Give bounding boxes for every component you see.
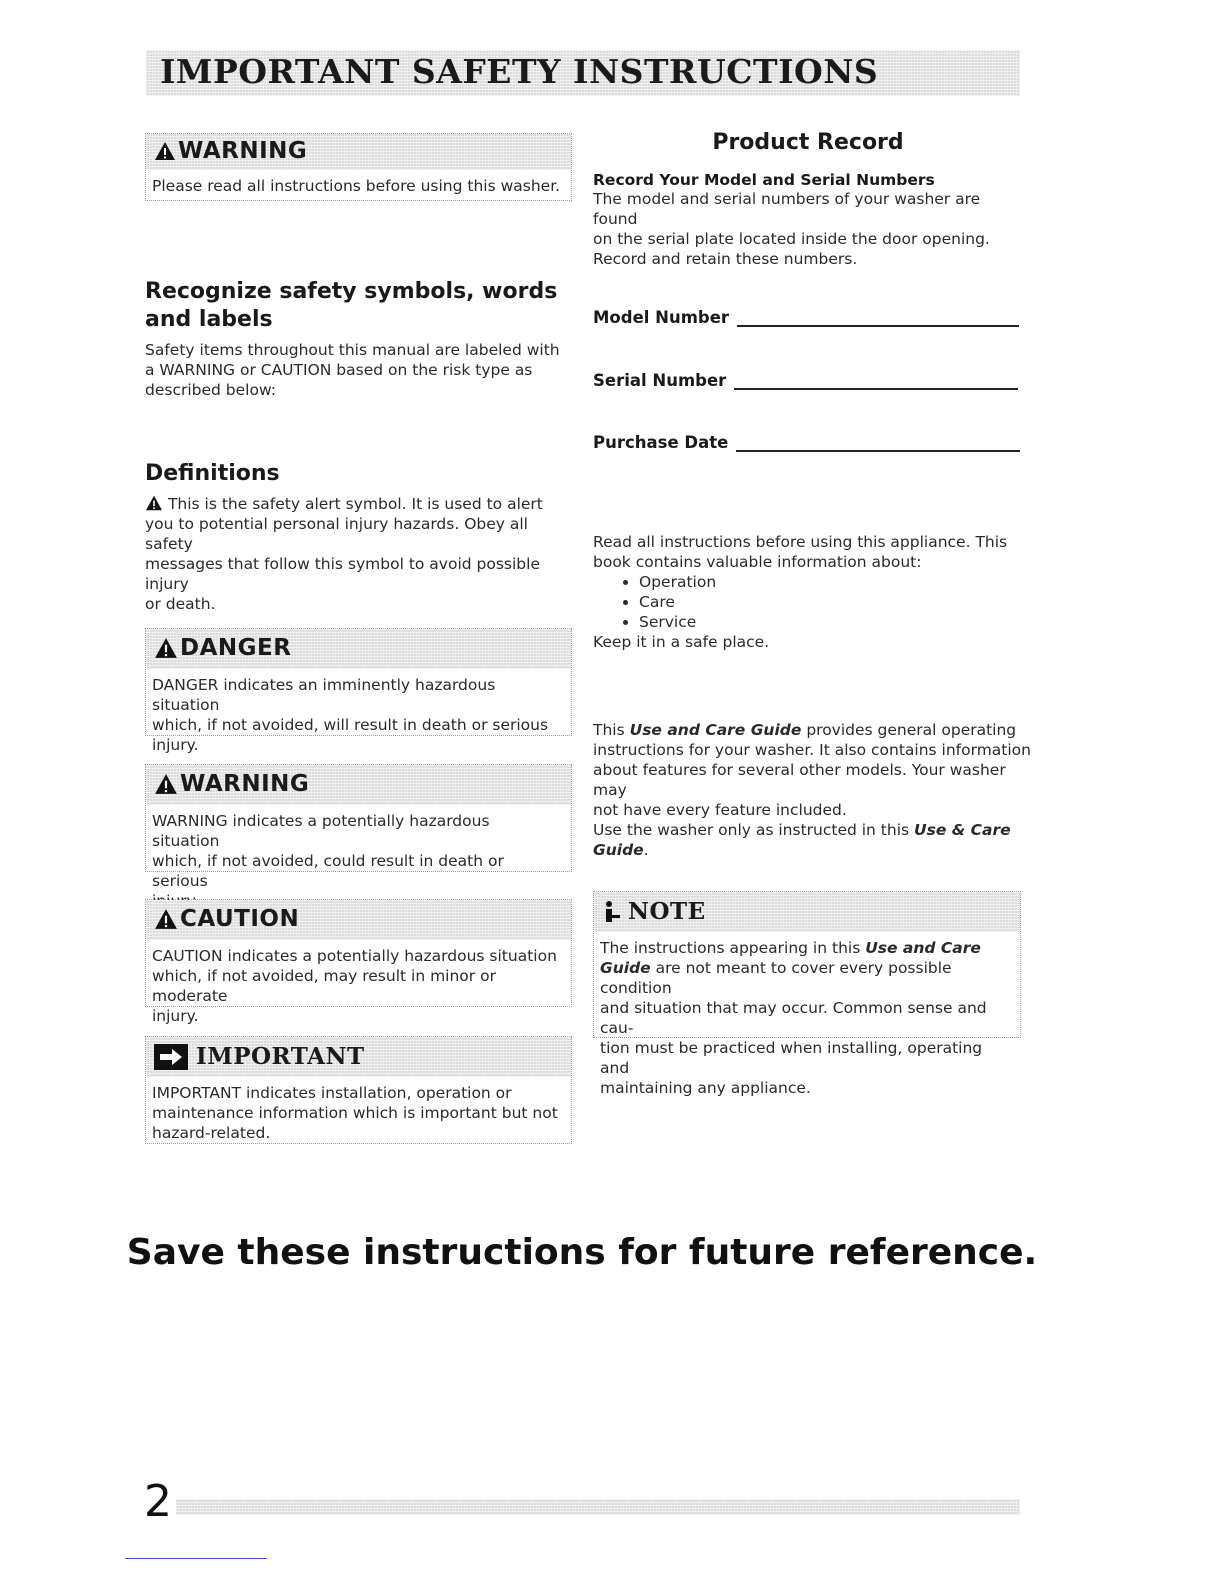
caution-text-line: which, if not avoided, may result in minor or moderate bbox=[152, 967, 496, 1005]
purchase-date-field bbox=[593, 433, 1020, 452]
danger-text-line: which, if not avoided, will result in death or serious bbox=[152, 716, 549, 734]
guide-title-emphasis: Use and Care bbox=[865, 939, 981, 957]
read-all-section bbox=[593, 532, 1023, 652]
note-text: The instructions appearing in this bbox=[600, 939, 866, 957]
guide-title-emphasis: Use & Care bbox=[914, 821, 1011, 839]
important-text-line: hazard-related. bbox=[152, 1124, 271, 1142]
guide-text: This bbox=[593, 721, 630, 739]
note-header bbox=[594, 892, 1020, 932]
topics-list bbox=[593, 572, 1023, 632]
definitions-section bbox=[145, 460, 570, 614]
guide-text: instructions for your washer. It also contains information bbox=[593, 741, 1031, 759]
page-number: 2 bbox=[144, 1476, 172, 1527]
product-record-text-line: on the serial plate located inside the door opening. bbox=[593, 230, 990, 248]
important-label: IMPORTANT bbox=[196, 1043, 365, 1070]
guide-title-emphasis: Guide bbox=[593, 841, 644, 859]
recognize-heading-line2: and labels bbox=[145, 307, 273, 332]
warning-triangle-icon bbox=[154, 908, 178, 930]
serial-number-line bbox=[734, 374, 1018, 390]
warning-notice-header bbox=[146, 134, 571, 170]
read-all-text-line: Read all instructions before using this appliance. This bbox=[593, 533, 1008, 551]
warning-box bbox=[145, 764, 572, 890]
important-text-line: IMPORTANT indicates installation, operation or bbox=[152, 1084, 512, 1102]
purchase-date-line bbox=[736, 436, 1020, 452]
caution-header bbox=[146, 900, 571, 940]
product-record-text-line: Record and retain these numbers. bbox=[593, 250, 858, 268]
page-title: IMPORTANT SAFETY INSTRUCTIONS bbox=[160, 52, 879, 91]
danger-box bbox=[145, 628, 572, 754]
warning-triangle-icon bbox=[154, 141, 176, 161]
read-all-text-line: book contains valuable information about: bbox=[593, 553, 922, 571]
list-item: • Service bbox=[639, 612, 1023, 632]
recognize-section bbox=[145, 278, 565, 400]
note-text: maintaining any appliance. bbox=[600, 1079, 811, 1097]
guide-title-emphasis: Use and Care Guide bbox=[629, 721, 802, 739]
warning-notice-box bbox=[145, 133, 572, 201]
danger-text-line: DANGER indicates an imminently hazardous situation bbox=[152, 676, 496, 714]
definitions-text-line: or death. bbox=[145, 595, 216, 613]
recognize-text-line: Safety items throughout this manual are labeled with bbox=[145, 341, 560, 359]
note-label: NOTE bbox=[628, 898, 706, 925]
guide-text: provides general operating bbox=[801, 721, 1017, 739]
warning-notice-text: Please read all instructions before using this washer. bbox=[152, 177, 561, 195]
footer-link-underline bbox=[125, 1558, 267, 1559]
footer-bar bbox=[176, 1499, 1020, 1515]
page-title-bar bbox=[146, 50, 1020, 96]
note-text: tion must be practiced when installing, operating and bbox=[600, 1039, 983, 1077]
model-number-field bbox=[593, 308, 1019, 327]
caution-text-line: CAUTION indicates a potentially hazardous situation bbox=[152, 947, 557, 965]
recognize-text-line: described below: bbox=[145, 381, 277, 399]
important-header bbox=[146, 1037, 571, 1077]
danger-header bbox=[146, 629, 571, 669]
info-icon bbox=[602, 900, 622, 924]
guide-text: . bbox=[643, 841, 649, 859]
caution-label: CAUTION bbox=[180, 906, 300, 932]
warning-triangle-icon bbox=[154, 773, 178, 795]
guide-section bbox=[593, 720, 1033, 860]
note-text: are not meant to cover every possible condition bbox=[600, 959, 952, 997]
product-record-heading: Product Record bbox=[712, 130, 904, 155]
list-item: • Operation bbox=[639, 572, 1023, 592]
definitions-heading: Definitions bbox=[145, 461, 280, 486]
warning-label: WARNING bbox=[180, 771, 310, 797]
danger-label: DANGER bbox=[180, 635, 292, 661]
save-instructions-banner: Save these instructions for future reference. bbox=[126, 1232, 1038, 1273]
warning-triangle-icon bbox=[154, 637, 178, 659]
note-box bbox=[593, 891, 1021, 1097]
recognize-text-line: a WARNING or CAUTION based on the risk type as bbox=[145, 361, 533, 379]
guide-text: not have every feature included. bbox=[593, 801, 847, 819]
model-number-label: Model Number bbox=[593, 308, 730, 327]
caution-text-line: injury. bbox=[152, 1007, 199, 1025]
recognize-heading-line1: Recognize safety symbols, words bbox=[145, 279, 558, 304]
list-item: • Care bbox=[639, 592, 1023, 612]
guide-text: Use the washer only as instructed in this bbox=[593, 821, 915, 839]
warning-text-line: WARNING indicates a potentially hazardous situation bbox=[152, 812, 490, 850]
serial-number-field bbox=[593, 371, 1018, 390]
definitions-text-line: This is the safety alert symbol. It is used to alert bbox=[167, 495, 543, 513]
guide-title-emphasis: Guide bbox=[600, 959, 651, 977]
purchase-date-label: Purchase Date bbox=[593, 433, 729, 452]
definitions-text-line: you to potential personal injury hazards. Obey all safety bbox=[145, 515, 528, 553]
warning-notice-label: WARNING bbox=[178, 138, 308, 164]
important-text-line: maintenance information which is important but not bbox=[152, 1104, 558, 1122]
serial-number-label: Serial Number bbox=[593, 371, 727, 390]
danger-text-line: injury. bbox=[152, 736, 199, 754]
note-text: and situation that may occur. Common sense and cau- bbox=[600, 999, 987, 1037]
product-record-text-line: The model and serial numbers of your washer are found bbox=[593, 190, 981, 228]
read-all-closing: Keep it in a safe place. bbox=[593, 633, 770, 651]
safety-alert-icon bbox=[145, 495, 163, 511]
caution-box bbox=[145, 899, 572, 1025]
warning-header bbox=[146, 765, 571, 805]
warning-text-line: which, if not avoided, could result in death or serious bbox=[152, 852, 504, 890]
product-record-subheading: Record Your Model and Serial Numbers bbox=[593, 171, 935, 189]
guide-text: about features for several other models. Your washer may bbox=[593, 761, 1006, 799]
important-box bbox=[145, 1036, 572, 1144]
arrow-right-icon bbox=[154, 1044, 188, 1070]
product-record-section bbox=[593, 130, 1023, 269]
model-number-line bbox=[737, 311, 1019, 327]
definitions-text-line: messages that follow this symbol to avoid possible injury bbox=[145, 555, 540, 593]
